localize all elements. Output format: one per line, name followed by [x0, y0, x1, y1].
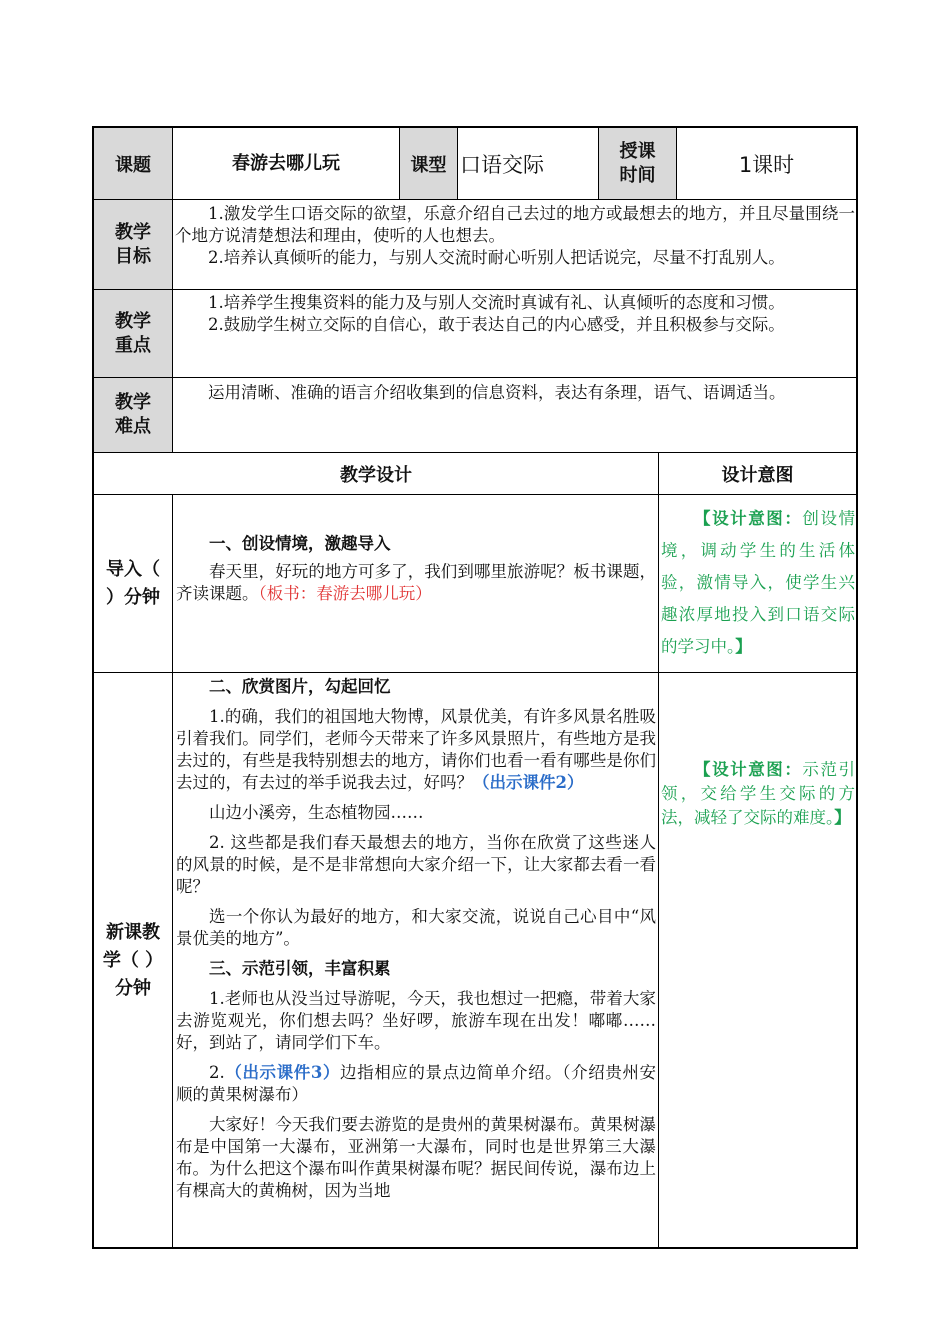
paragraph: 选一个你认为最好的地方，和大家交流，说说自己心目中“风景优美的地方”。	[176, 907, 656, 948]
paragraph-text: 1.的确，我们的祖国地大物博，风景优美，有许多风景名胜吸引着我们。同学们，老师今天带来了许多风景照片，有些地方是我去过的，有些是我特别想去的地方，请你们也看一看有哪些是你们去过的，有去过的举手说我去过，好吗？	[176, 707, 656, 792]
paragraph-text: 边指相应的景点边简单介绍。（介绍贵州安顺的黄果树瀑布）	[176, 1063, 657, 1104]
table-border-bottom	[92, 1247, 858, 1249]
key-point-item: 1.培养学生搜集资料的能力及与别人交流时真诚有礼、认真倾听的态度和习惯。	[208, 293, 785, 312]
design-header: 教学设计	[340, 464, 412, 486]
time-label: 授课时间	[599, 128, 676, 199]
section-heading: 三、示范引领，丰富积累	[209, 959, 391, 978]
new-lesson-content	[176, 676, 656, 1202]
paragraph-number: 2.	[209, 1063, 225, 1082]
board-note: （板书：春游去哪儿玩）	[258, 584, 432, 603]
intent-header: 设计意图	[721, 464, 794, 486]
topic-value: 春游去哪儿玩	[232, 152, 340, 174]
goals-label: 教学目标	[94, 200, 172, 289]
intro-heading: 一、创设情境，激趣导入	[209, 534, 391, 553]
intent-bracket: 】	[834, 808, 851, 827]
topic-label: 课题	[94, 128, 172, 199]
col-line	[658, 452, 659, 1248]
row-line	[92, 672, 858, 673]
difficulties-content	[175, 382, 855, 404]
section-heading: 二、欣赏图片，勾起回忆	[209, 677, 391, 696]
intro-intent	[661, 503, 855, 663]
row-line	[92, 494, 858, 495]
time-value: 1课时	[738, 152, 795, 177]
intent-text: 示范引领，交给学生交际的方法，减轻了交际的难度。	[661, 760, 855, 827]
new-lesson-label: 新课教学（ ）分钟	[102, 921, 164, 999]
difficulties-label: 教学难点	[94, 378, 172, 452]
paragraph: 1.老师也从没当过导游呢，今天，我也想过一把瘾，带着大家去游览观光，你们想去吗？坐好啰，旅游车现在出发！嘟嘟……好，到站了，请同学们下车。	[176, 989, 656, 1052]
intent-text: 创设情境，调动学生的生活体验，激情导入，使学生兴趣浓厚地投入到口语交际的学习中。	[661, 509, 855, 656]
intro-label: 导入（ ）分钟	[106, 558, 160, 608]
paragraph: 2. 这些都是我们春天最想去的地方，当你在欣赏了这些迷人的风景的时候，是不是非常想向大家介绍一下，让大家都去看一看呢？	[176, 833, 656, 896]
row-line	[92, 199, 858, 200]
intro-body: 春天里，好玩的地方可多了，我们到哪里旅游呢？板书课题，齐读课题。	[176, 562, 656, 603]
col-line	[172, 494, 173, 1248]
key-points-content	[175, 292, 855, 336]
row-line	[92, 377, 858, 378]
type-value: 口语交际	[460, 152, 544, 177]
goal-item: 2.培养认真倾听的能力，与别人交流时耐心听别人把话说完，尽量不打乱别人。	[208, 248, 785, 267]
intent-title: 设计意图：	[712, 760, 803, 779]
goal-item: 1.激发学生口语交际的欲望，乐意介绍自己去过的地方或最想去的地方，并且尽量围绕一个地方说清楚想法和理由，使听的人也想去。	[175, 204, 855, 245]
intro-text	[176, 561, 656, 605]
slide-note: （出示课件2）	[473, 773, 584, 792]
key-point-item: 2.鼓励学生树立交际的自信心，敢于表达自己的内心感受，并且积极参与交际。	[208, 315, 785, 334]
difficulties-text: 运用清晰、准确的语言介绍收集到的信息资料，表达有条理，语气、语调适当。	[208, 383, 786, 402]
paragraph	[176, 706, 656, 794]
intent-bracket: 【	[694, 760, 713, 779]
intent-bracket: 】	[735, 637, 752, 656]
goals-content	[175, 203, 855, 269]
col-line	[457, 126, 458, 199]
table-border-right	[856, 126, 858, 1249]
intent-bracket: 【	[694, 509, 713, 528]
intro-content	[176, 533, 656, 605]
type-label: 课型	[400, 128, 457, 199]
slide-note: （出示课件3）	[224, 1063, 341, 1082]
paragraph	[176, 1062, 656, 1106]
new-lesson-intent	[661, 758, 855, 830]
intent-title: 设计意图：	[712, 509, 803, 528]
row-line	[92, 289, 858, 290]
paragraph: 大家好！今天我们要去游览的是贵州的黄果树瀑布。黄果树瀑布是中国第一大瀑布，亚洲第一大瀑布，同时也是世界第三大瀑布。为什么把这个瀑布叫作黄果树瀑布呢？据民间传说，瀑布边上有棵高大的黄桷树，因为当地	[176, 1115, 656, 1200]
paragraph: 山边小溪旁，生态植物园……	[209, 803, 424, 822]
key-points-label: 教学重点	[94, 290, 172, 377]
